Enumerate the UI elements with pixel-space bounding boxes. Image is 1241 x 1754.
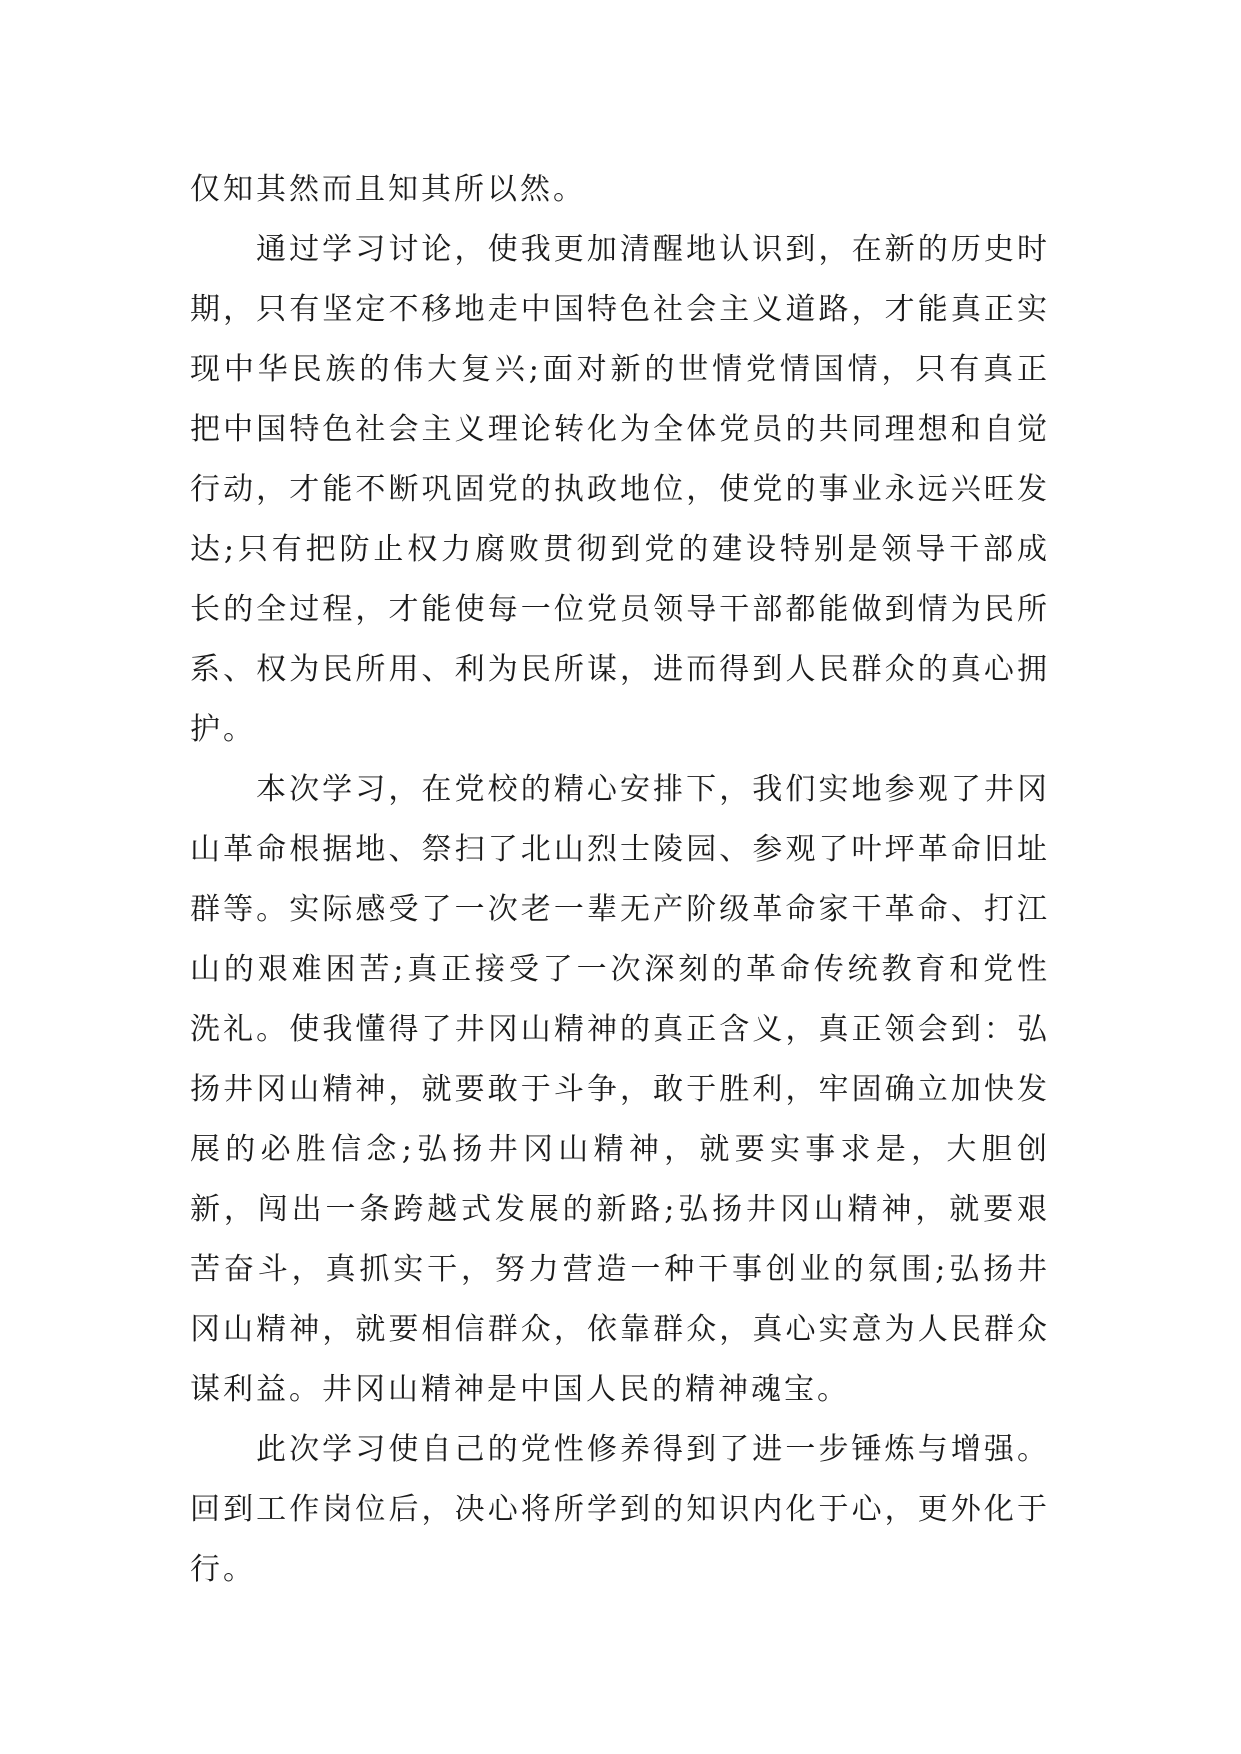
document-body xyxy=(190,160,1050,1600)
paragraph-conclusion: 此次学习使自己的党性修养得到了进一步锤炼与增强。回到工作岗位后，决心将所学到的知识内化于心，更外化于行。 xyxy=(190,1432,1050,1587)
paragraph-study-discussion: 通过学习讨论，使我更加清醒地认识到，在新的历史时期，只有坚定不移地走中国特色社会主义道路，才能真正实现中华民族的伟大复兴;面对新的世情党情国情，只有真正把中国特色社会主义理论转化为全体党员的共同理想和自觉行动，才能不断巩固党的执政地位，使党的事业永远兴旺发达;只有把防止权力腐败贯彻到党的建设特别是领导干部成长的全过程，才能使每一位党员领导干部都能做到情为民所系、权为民所用、利为民所谋，进而得到人民群众的真心拥护。 xyxy=(190,232,1050,747)
paragraph-jinggangshan-visit: 本次学习，在党校的精心安排下，我们实地参观了井冈山革命根据地、祭扫了北山烈士陵园、参观了叶坪革命旧址群等。实际感受了一次老一辈无产阶级革命家干革命、打江山的艰难困苦;真正接受了一次深刻的革命传统教育和党性洗礼。使我懂得了井冈山精神的真正含义，真正领会到：弘扬井冈山精神，就要敢于斗争，敢于胜利，牢固确立加快发展的必胜信念;弘扬井冈山精神，就要实事求是，大胆创新，闯出一条跨越式发展的新路;弘扬井冈山精神，就要艰苦奋斗，真抓实干，努力营造一种干事创业的氛围;弘扬井冈山精神，就要相信群众，依靠群众，真心实意为人民群众谋利益。井冈山精神是中国人民的精神魂宝。 xyxy=(190,772,1050,1407)
paragraph-continuation: 仅知其然而且知其所以然。 xyxy=(190,172,586,207)
